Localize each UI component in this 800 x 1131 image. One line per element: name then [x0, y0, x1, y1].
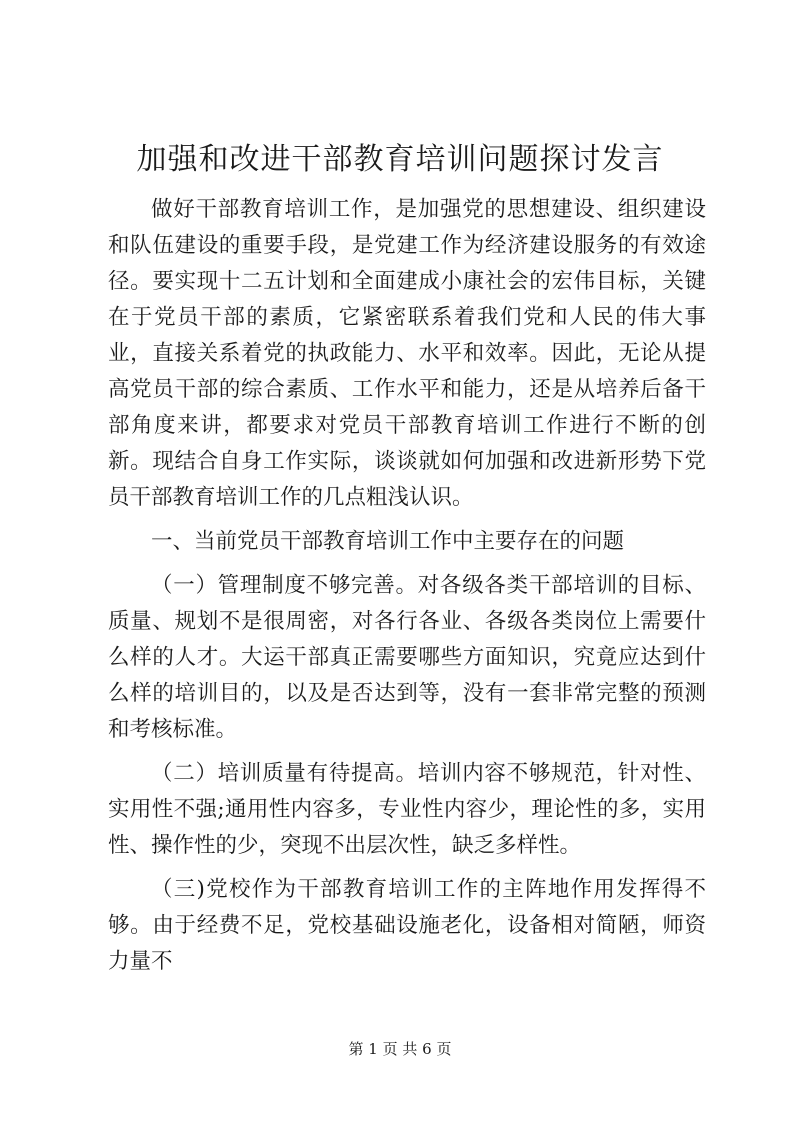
- paragraph-issue-2: （二）培训质量有待提高。培训内容不够规范，针对性、实用性不强;通用性内容多，专业性内容少，理论性的多，实用性、操作性的少，突现不出层次性，缺乏多样性。: [108, 761, 706, 858]
- page-number: 第 1 页 共 6 页: [348, 1040, 452, 1058]
- page-title: 加强和改进干部教育培训问题探讨发言: [136, 142, 664, 177]
- paragraph-issue-3: （三)党校作为干部教育培训工作的主阵地作用发挥得不够。由于经费不足，党校基础设施老化，设备相对简陋，师资力量不: [108, 877, 706, 974]
- document-body: [108, 192, 706, 988]
- section-heading: 一、当前党员干部教育培训工作中主要存在的问题: [151, 529, 625, 554]
- paragraph-intro: 做好干部教育培训工作，是加强党的思想建设、组织建设和队伍建设的重要手段，是党建工作为经济建设服务的有效途径。要实现十二五计划和全面建成小康社会的宏伟目标，关键在于党员干部的素质，它紧密联系着我们党和人民的伟大事业，直接关系着党的执政能力、水平和效率。因此，无论从提高党员干部的综合素质、工作水平和能力，还是从培养后备干部角度来讲，都要求对党员干部教育培训工作进行不断的创新。现结合自身工作实际，谈谈就如何加强和改进新形势下党员干部教育培训工作的几点粗浅认识。: [108, 197, 706, 510]
- paragraph-issue-1: （一）管理制度不够完善。对各级各类干部培训的目标、质量、规划不是很周密，对各行各业、各级各类岗位上需要什么样的人才。大运干部真正需要哪些方面知识，究竟应达到什么样的培训目的，以及是否达到等，没有一套非常完整的预测和考核标准。: [108, 573, 706, 742]
